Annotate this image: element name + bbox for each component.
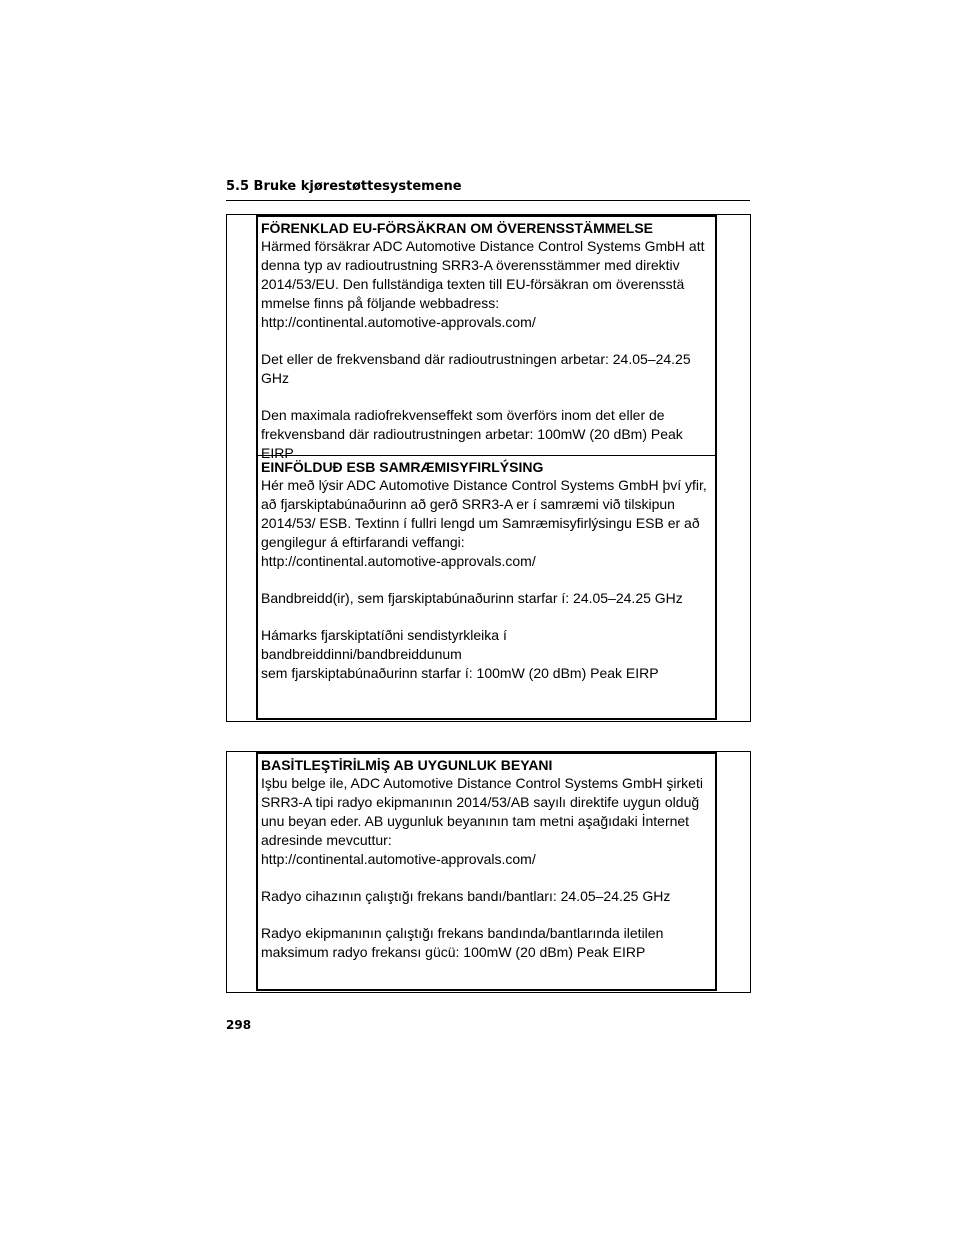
paragraph-line: http://continental.automotive-approvals.com/ <box>261 553 536 569</box>
paragraph-line: http://continental.automotive-approvals.com/ <box>261 851 536 867</box>
declaration-icelandic <box>258 455 715 683</box>
page-number: 298 <box>226 1018 252 1032</box>
declaration-title: EINFÖLDUÐ ESB SAMRÆMISYFIRLÝSING <box>261 459 544 475</box>
paragraph-line: GHz <box>261 370 289 386</box>
paragraph-line: adresinde mevcuttur: <box>261 832 392 848</box>
paragraph-line: mmelse finns på följande webbadress: <box>261 295 500 311</box>
paragraph-line: frekvensband där radioutrustningen arbetar: 100mW (20 dBm) Peak <box>261 426 683 442</box>
paragraph-line: Härmed försäkrar ADC Automotive Distance Control Systems GmbH att <box>261 238 705 254</box>
paragraph-line: gengilegur á eftirfarandi veffangi: <box>261 534 465 550</box>
paragraph-line: Bandbreidd(ir), sem fjarskiptabúnaðurinn starfar í: 24.05–24.25 GHz <box>261 590 683 606</box>
declaration-turkish <box>258 754 715 962</box>
paragraph-line: Det eller de frekvensband där radioutrustningen arbetar: 24.05–24.25 <box>261 351 691 367</box>
section-title: 5.5 Bruke kjørestøttesystemene <box>226 179 462 194</box>
paragraph-line: SRR3-A tipi radyo ekipmanının 2014/53/AB sayılı direktife uygun olduğ <box>261 794 700 810</box>
paragraph-line: sem fjarskiptabúnaðurinn starfar í: 100mW (20 dBm) Peak EIRP <box>261 665 659 681</box>
paragraph-line: 2014/53/EU. Den fullständiga texten till EU-försäkran om överensstä <box>261 276 685 292</box>
paragraph-line: maksimum radyo frekansı gücü: 100mW (20 dBm) Peak EIRP <box>261 944 646 960</box>
paragraph-line: denna typ av radioutrustning SRR3-A överensstämmer med direktiv <box>261 257 680 273</box>
paragraph-line: Den maximala radiofrekvenseffekt som överförs inom det eller de <box>261 407 665 423</box>
paragraph-line: að fjarskiptabúnaðurinn að gerð SRR3-A er í samræmi við tilskipun <box>261 496 675 512</box>
paragraph-line: Radyo cihazının çalıştığı frekans bandı/bantları: 24.05–24.25 GHz <box>261 888 671 904</box>
paragraph-line: Hér með lýsir ADC Automotive Distance Control Systems GmbH því yfir, <box>261 477 707 493</box>
paragraph-line: unu beyan eder. AB uygunluk beyanının tam metni aşağıdaki İnternet <box>261 813 690 829</box>
declaration-title: FÖRENKLAD EU-FÖRSÄKRAN OM ÖVERENSSTÄMMELSE <box>261 220 654 236</box>
declaration-box-1 <box>226 214 751 722</box>
declaration-box-2 <box>226 751 751 993</box>
paragraph-line: http://continental.automotive-approvals.com/ <box>261 314 536 330</box>
paragraph-line: Işbu belge ile, ADC Automotive Distance Control Systems GmbH şirketi <box>261 775 703 791</box>
declaration-inner-box-2 <box>256 752 717 991</box>
paragraph-line: Radyo ekipmanının çalıştığı frekans bandında/bantlarında iletilen <box>261 925 664 941</box>
paragraph-line: Hámarks fjarskiptatíðni sendistyrkleika í bandbreiddinni/bandbreiddunum <box>261 627 507 662</box>
declaration-swedish <box>258 217 715 461</box>
declaration-title: BASİTLEŞTİRİLMİŞ AB UYGUNLUK BEYANI <box>261 757 553 773</box>
paragraph-line: EIRP <box>261 445 294 461</box>
section-header <box>226 178 750 201</box>
declaration-inner-box-1 <box>256 215 717 720</box>
paragraph-line: 2014/53/ ESB. Textinn í fullri lengd um Samræmisyfirlýsingu ESB er að <box>261 515 700 531</box>
